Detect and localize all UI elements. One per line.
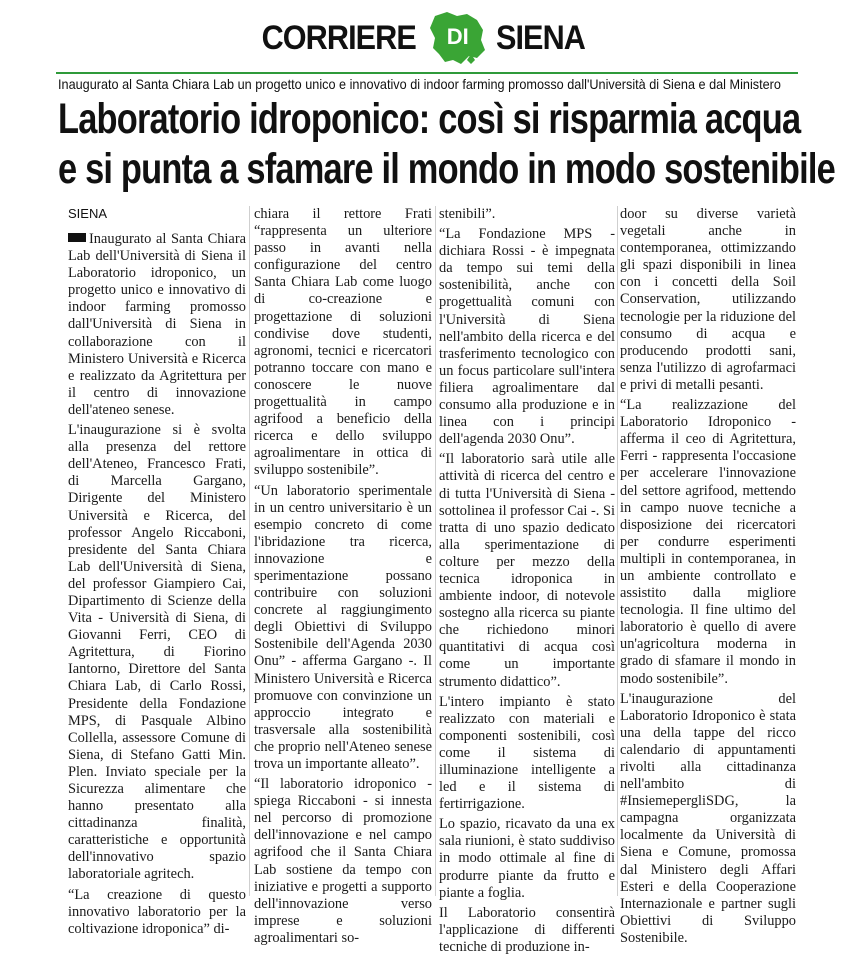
article-kicker: Inaugurato al Santa Chiara Lab un progetto unico e innovativo di indoor farming promosso dall'Università di Siena e dal Ministero	[58, 76, 781, 92]
headline-line-2: e si punta a sfamare il mondo in modo sostenibile	[58, 145, 835, 193]
paragraph: “La Fondazione MPS - dichiara Rossi - è impegnata da tempo sui temi della sostenibilità, anche con progettualità comuni con l'Università di Siena nell'ambito della ricerca e del trasferimento tecnologico con un focus particolare sull'intera filiera agroalimentare dal consumo alla produzione e in linea con i principi dell'agenda 2030 Onu”.	[439, 226, 615, 448]
tuscany-map-icon	[427, 10, 489, 66]
lead-square-icon	[68, 233, 86, 242]
masthead-rule	[56, 72, 798, 74]
paragraph: chiara il rettore Frati “rappresenta un ulteriore passo in avanti nella configurazione del centro Santa Chiara Lab come luogo di co-creazione e progettazione di soluzioni condivise dove studenti, agronomi, tecnici e ricercatori potranno toccare con mano e conoscere le nuove progettualità in campo agrifood a beneficio della ricerca e dello sviluppo agroalimentare in ottica di sviluppo sostenibile”.	[254, 206, 432, 479]
masthead	[0, 8, 843, 68]
paragraph: Lo spazio, ricavato da una ex sala riunioni, è stato suddiviso in modo ottimale al fine di produrre piante da frutto e piante a foglia.	[439, 816, 615, 901]
article-column-1	[68, 231, 246, 937]
paragraph: “La realizzazione del Laboratorio Idroponico - afferma il ceo di Agritettura, Ferri - rappresenta l'occasione per accelerare l'innovazione del settore agrifood, mettendo in campo nuove tecniche a disposizione dei ricercatori per condurre esperimenti multipli in contemporanea, in un ambiente controllato e assistito dalla migliore tecnologia. Il fine ultimo del laboratorio è quello di avere un'agricoltura moderna in grado di sfamare il mondo in modo sostenibile”.	[620, 397, 796, 687]
column-divider	[435, 206, 436, 896]
paragraph: L'inaugurazione si è svolta alla presenza del rettore dell'Ateneo, Francesco Frati, di Marcella Gargano, Dirigente del Ministero Università e Ricerca, del professor Angelo Riccaboni, presidente del Santa Chiara Lab dell'Università di Siena, del professor Giampiero Cai, Dipartimento di Scienze della Vita - Università di Siena, di Giovanni Ferri, CEO di Agritettura, di Fiorino Iantorno, Direttore del Santa Chiara Lab, di Carlo Rossi, Presidente della Fondazione MPS, di Pasquale Albino Collella, assessore Comune di Siena, di Stefano Gatti Min. Plen. Inviato speciale per la Sicurezza alimentare che hanno presentato alla cittadinanza finalità, caratteristiche e opportunità dell'innovativo spazio laboratoriale agritech.	[68, 422, 246, 883]
article-column-4	[620, 206, 796, 946]
masthead-left-word: CORRIERE	[261, 18, 417, 57]
paragraph: L'inaugurazione del Laboratorio Idroponico è stata una della tappe del ricco calendario di appuntamenti rivolti alla cittadinanza nell'ambito di #InsiemepergliSDG, la campagna organizzata localmente da Università di Siena e Comune, promossa dal Ministero degli Affari Esteri e della Cooperazione Internazionale e partner sugli Obiettivi di Sviluppo Sostenibile.	[620, 690, 796, 946]
article-column-3	[439, 206, 615, 955]
article-column-2	[254, 206, 432, 946]
masthead-middle-word: DI	[446, 24, 469, 49]
paragraph: door su diverse varietà vegetali anche in contemporanea, ottimizzando gli spazi disponibili in linea con i concetti della Soil Conservation, utilizzando tecnologie per la riduzione del consumo di acqua e producendo prodotti sani, senza l'utilizzo di agrofarmaci e privi di metalli pesanti.	[620, 206, 796, 393]
paragraph-text: Inaugurato al Santa Chiara Lab dell'Università di Siena il Laboratorio idroponico, un progetto unico e innovativo di indoor farming promosso dall'Università di Siena in collaborazione con il Ministero Università e Ricerca e realizzato da Agritettura per il centro di innovazione dell'ateneo senese.	[68, 231, 246, 418]
article-dateline: SIENA	[68, 206, 108, 221]
paragraph: stenibili”.	[439, 206, 496, 222]
column-divider	[249, 206, 250, 896]
paragraph: “Il laboratorio idroponico - spiega Riccaboni - si innesta nel percorso di promozione dell'innovazione e nel campo agrifood che il Santa Chiara Lab sostiene da tempo con iniziative e progetti a supporto dell'innovazione verso imprese e soluzioni agroalimentari so-	[254, 776, 432, 946]
masthead-right-word: SIENA	[495, 18, 585, 57]
headline-line-1: Laboratorio idroponico: così si risparmia acqua	[58, 95, 801, 143]
paragraph: Il Laboratorio consentirà l'applicazione di differenti tecniche di produzione in-	[439, 904, 615, 955]
column-divider	[617, 206, 618, 896]
paragraph: “La creazione di questo innovativo laboratorio per la coltivazione idroponica” di-	[68, 886, 246, 937]
paragraph: “Un laboratorio sperimentale in un centro universitario è un esempio concreto di come l'ibridazione tra ricerca, innovazione e sperimentazione possano contribuire con soluzioni concrete al raggiungimento degli Obiettivi di Sviluppo Sostenibile dell'Agenda 2030 Onu” - afferma Gargano -. Il Ministero Università e Ricerca promuove con convinzione un approccio integrato e trasversale alla sostenibilità che proprio nell'Ateneo senese trova un importante alleato”.	[254, 482, 432, 772]
article-headline	[58, 94, 835, 194]
paragraph: “Il laboratorio sarà utile alle attività di ricerca del centro e di tutta l'Università di Siena - sottolinea il professor Cai -. Si tratta di uno spazio dedicato alla sperimentazione di colture per mezzo della tecnica idroponica in ambiente indoor, di notevole sostegno alla ricerca su piante che richiedono minori quantitativi di acqua così come un importante strumento didattico”.	[439, 451, 615, 690]
paragraph: L'intero impianto è stato realizzato con materiali e componenti sostenibili, così come il sistema di illuminazione intelligente a led e il sistema di fertirrigazione.	[439, 693, 615, 813]
paragraph	[68, 231, 246, 419]
